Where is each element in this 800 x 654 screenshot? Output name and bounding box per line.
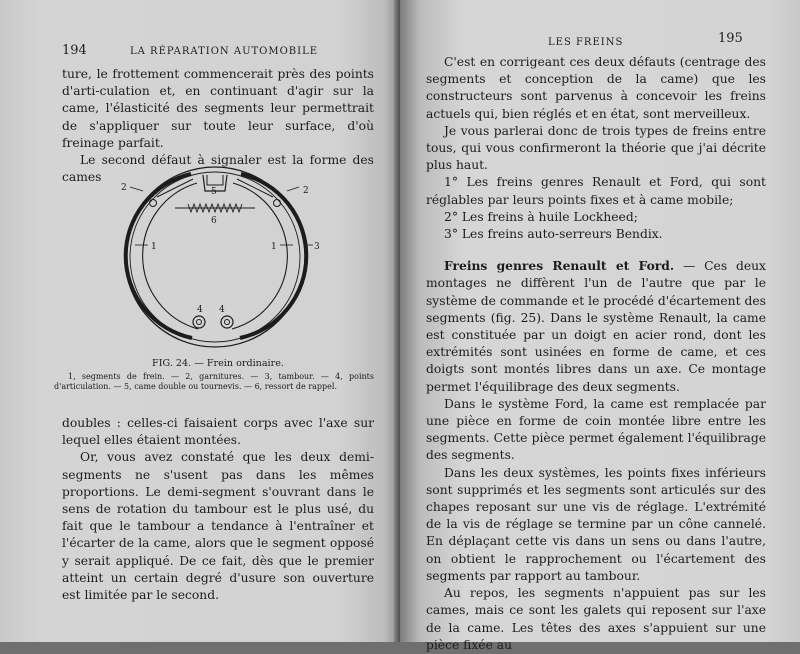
right-spring-pin bbox=[274, 200, 281, 207]
right-pivot-inner bbox=[225, 320, 230, 325]
right-page bbox=[400, 0, 800, 652]
paragraph: 3° Les freins auto-serreurs Bendix. bbox=[444, 227, 663, 242]
paragraph: 2° Les freins à huile Lockheed; bbox=[444, 209, 638, 224]
left-bottom-text bbox=[62, 415, 374, 604]
paragraph: Dans les deux systèmes, les points fixes inférieurs sont supprimés et les segments sont articulés sur des chapes reposant sur une vis de réglage. L'extrémité de la vis de réglage se termine par un cône cannelé. En déplaçant cette vis dans un sens ou dans l'autre, on obtient le rapprochement ou l'écartement des segments par rapport au tambour. bbox=[426, 465, 766, 583]
paragraph: C'est en corrigeant ces deux défauts (centrage des segments et conception de la came) que les constructeurs sont parvenus à concevoir les freins actuels qui, bien réglés et en état, sont merveilleux. bbox=[426, 55, 766, 121]
paragraph: Au repos, les segments n'appuient pas sur les cames, mais ce sont les galets qui reposent sur l'axe de la came. Les têtes des axes s'appuient sur une pièce fixée au bbox=[426, 586, 766, 652]
section-paragraph bbox=[426, 257, 766, 396]
right-pivot-outer bbox=[221, 316, 233, 328]
label-1-right: 1 bbox=[271, 242, 277, 252]
page-number-right: 195 bbox=[718, 31, 743, 46]
cam-inner bbox=[207, 175, 223, 185]
right-shoe-inner bbox=[232, 183, 287, 329]
right-lining bbox=[240, 174, 306, 338]
section-title: Freins genres Renault et Ford. bbox=[444, 258, 675, 274]
paragraph: Or, vous avez constaté que les deux demi-segments ne s'usent pas dans les mêmes proportions. Le demi-segment s'ouvrant dans le sens de rotation du tambour est le plus usé, du fait que le tambour a tendance à l'entraîner et l'écarter de la came, alors que le segment opposé y serait appliqué. De ce fait, dès que le premier atteint un certain degré d'usure son ouverture est limitée par le second. bbox=[62, 450, 374, 603]
page-number-left: 194 bbox=[62, 43, 87, 58]
drum-inner-ring bbox=[130, 172, 300, 342]
label-4-left: 4 bbox=[197, 305, 203, 315]
label-3: 3 bbox=[314, 242, 320, 252]
left-shoe-inner bbox=[143, 183, 198, 329]
left-pivot-outer bbox=[193, 316, 205, 328]
paragraph: doubles : celles-ci faisaient corps avec l'axe sur lequel elles étaient montées. bbox=[62, 416, 374, 448]
left-page bbox=[0, 0, 400, 642]
label-4-right: 4 bbox=[219, 305, 225, 315]
section-text: — Ces deux montages ne diffèrent l'un de l'autre que par le système de commande et le procédé d'écartement des segments (fig. 25). Dans le système Renault, la came est constituée par un doigt en acier rond, dont les extrémités sont usinées en forme de came, et ces doigts sont montés libres dans un axe. Ce montage permet l'équilibrage des deux segments. bbox=[426, 259, 766, 394]
paragraph: ture, le frottement commencerait près des points d'arti-culation et, en continuant d'agir sur la came, l'élasticité des segments leur permettrait de s'appliquer sur toute leur surface, d'où freinage parfait. bbox=[62, 67, 374, 150]
left-spring-pin bbox=[150, 200, 157, 207]
figure-legend bbox=[54, 372, 374, 391]
label-5: 5 bbox=[211, 187, 217, 197]
leader-2-right bbox=[287, 187, 299, 191]
label-2-right: 2 bbox=[303, 186, 309, 196]
left-lining bbox=[126, 174, 192, 338]
left-pivot-inner bbox=[197, 320, 202, 325]
running-head-left: LA RÉPARATION AUTOMOBILE bbox=[130, 46, 319, 57]
paragraph: Le second défaut à signaler est la forme des cames bbox=[62, 153, 374, 185]
right-text bbox=[426, 54, 766, 654]
label-2-left: 2 bbox=[121, 183, 127, 193]
legend-text: 1, segments de frein. — 2, garnitures. — 3, tambour. — 4, points d'articulation. — 5, came double ou tournevis. — 6, ressort de rappel. bbox=[54, 372, 374, 391]
paragraph: 1° Les freins genres Renault et Ford, qui sont réglables par leurs points fixes et à came mobile; bbox=[426, 175, 766, 207]
leader-2-left bbox=[130, 187, 143, 191]
paragraph: Je vous parlerai donc de trois types de freins entre tous, qui vous confirmeront la théorie que j'ai décrite plus haut. bbox=[426, 123, 766, 173]
figure-caption: FIG. 24. — Frein ordinaire. bbox=[152, 358, 284, 369]
paragraph: Dans le système Ford, la came est remplacée par une pièce en forme de coin montée libre entre les segments. Cette pièce permet également l'équilibrage des segments. bbox=[426, 396, 766, 463]
brake-diagram-figure bbox=[113, 157, 323, 357]
running-head-right: LES FREINS bbox=[548, 37, 624, 48]
label-1-left: 1 bbox=[151, 242, 157, 252]
label-6: 6 bbox=[211, 216, 217, 226]
